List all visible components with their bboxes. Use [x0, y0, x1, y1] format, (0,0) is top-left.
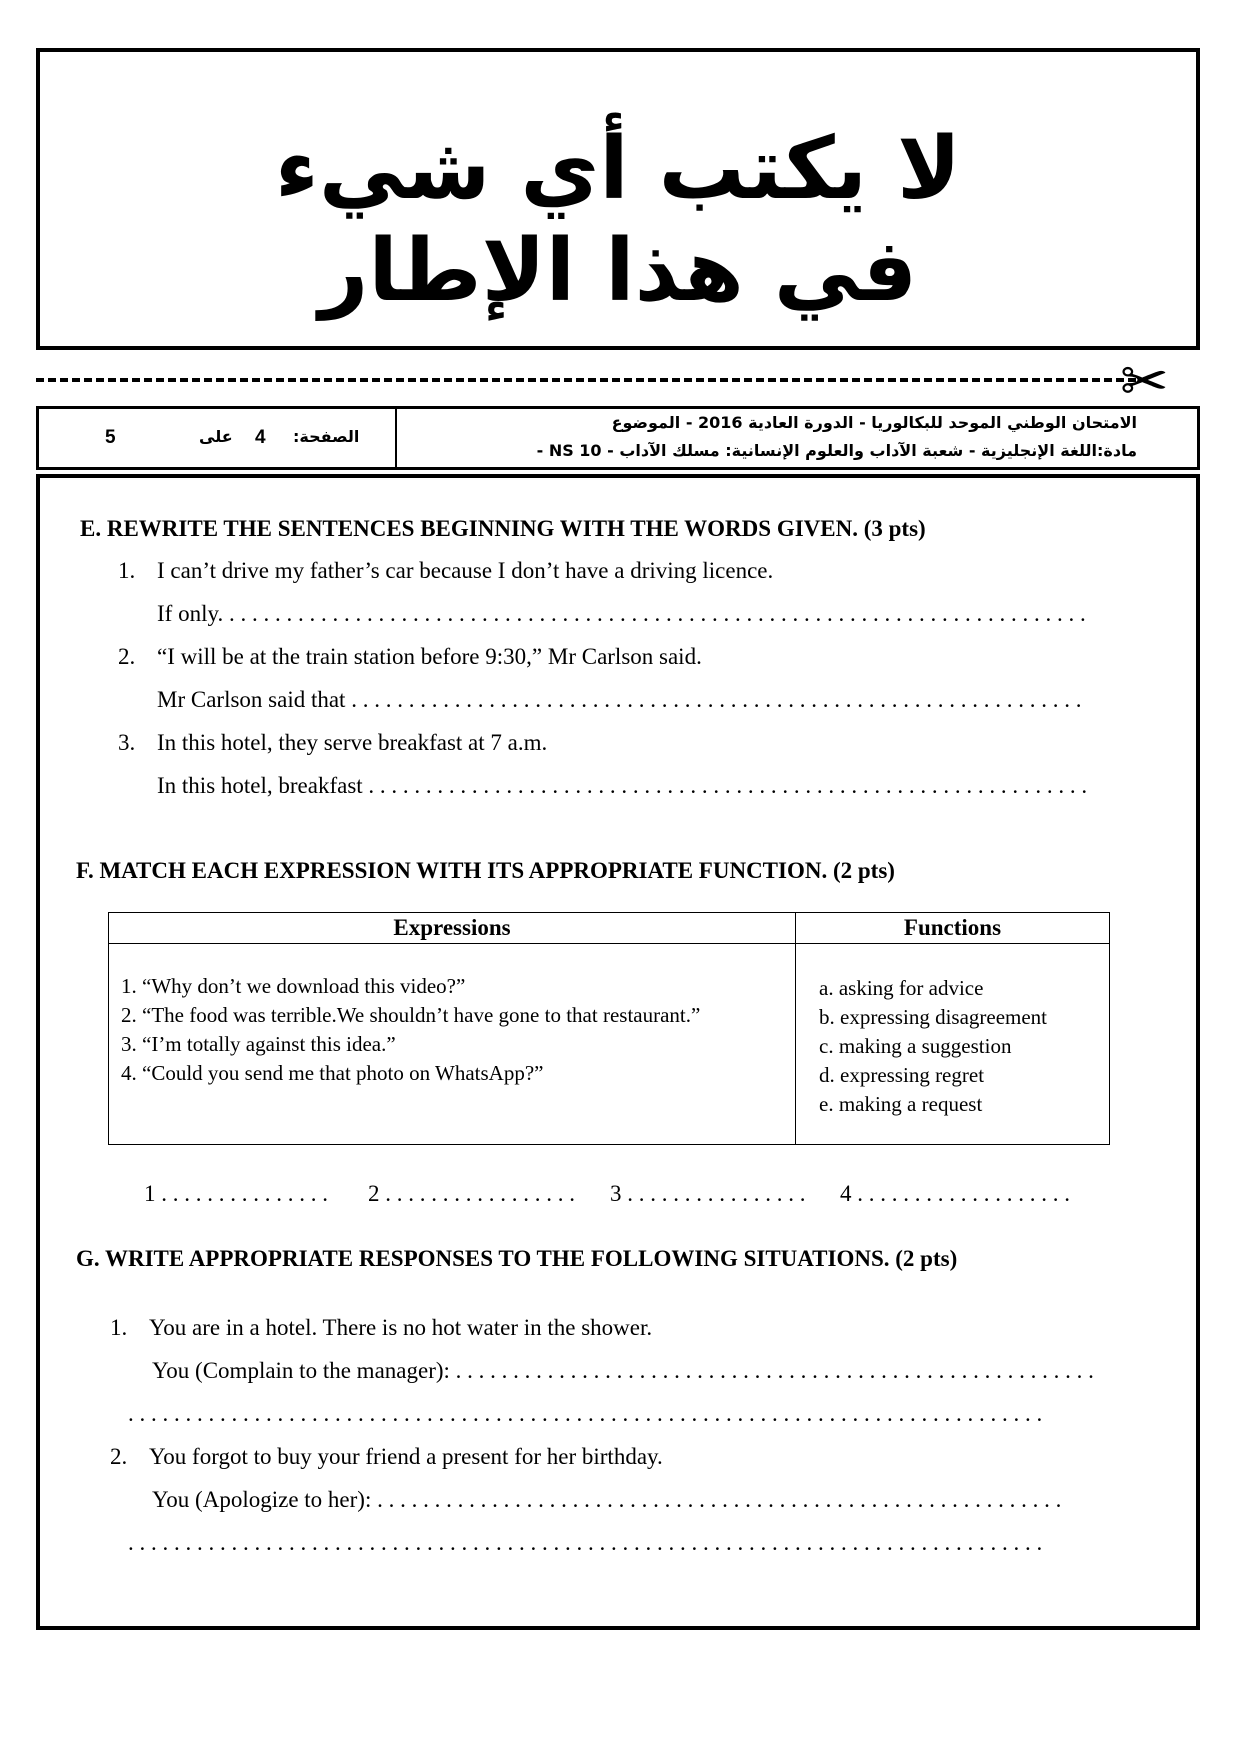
section-e-answer-line[interactable]: In this hotel, breakfast . . . . . . . . . . . . . . . . . . . . . . . . . . . . . . . . . . . . . . . . . . . . . . . . . . . . . . . . . . . . . . .: [157, 773, 1088, 798]
answer-slot-3[interactable]: 3 . . . . . . . . . . . . . . . .: [610, 1181, 806, 1206]
section-e-item-number: 1.: [118, 558, 136, 583]
section-g-title: G. WRITE APPROPRIATE RESPONSES TO THE FOLLOWING SITUATIONS. (2 pts): [76, 1246, 958, 1271]
answer-slot-2[interactable]: 2 . . . . . . . . . . . . . . . . .: [368, 1181, 575, 1206]
section-g-item-number: 1.: [110, 1315, 128, 1340]
section-e-answer-line[interactable]: If only. . . . . . . . . . . . . . . . . . . . . . . . . . . . . . . . . . . . . . . . . . . . . . . . . . . . . . . . . . . . . . . . . . . . . . . . . . . .: [157, 601, 1086, 626]
section-g-answer-line[interactable]: You (Complain to the manager): . . . . . . . . . . . . . . . . . . . . . . . . . . . . . . . . . . . . . . . . . . . . . . . . . . . . . . . .: [152, 1358, 1094, 1383]
section-e-item-number: 2.: [118, 644, 136, 669]
section-g-answer-line[interactable]: You (Apologize to her): . . . . . . . . . . . . . . . . . . . . . . . . . . . . . . . . . . . . . . . . . . . . . . . . . . . . . . . . . . . .: [152, 1487, 1062, 1512]
functions-header: Functions: [796, 913, 1110, 944]
expression-item: 1. “Why don’t we download this video?”: [121, 974, 466, 998]
exam-header: [36, 406, 1200, 470]
expression-item: 3. “I’m totally against this idea.”: [121, 1032, 396, 1056]
expressions-header: Expressions: [109, 913, 796, 944]
answer-slot-1[interactable]: 1 . . . . . . . . . . . . . . .: [144, 1181, 328, 1206]
section-g-continuation-line[interactable]: . . . . . . . . . . . . . . . . . . . . . . . . . . . . . . . . . . . . . . . . . . . . . . . . . . . . . . . . . . . . . . . . . . . . . . . . . . . . . . . .: [128, 1530, 1043, 1555]
section-e-item-number: 3.: [118, 730, 136, 755]
functions-cell: [796, 944, 1110, 1145]
section-g-continuation-line[interactable]: . . . . . . . . . . . . . . . . . . . . . . . . . . . . . . . . . . . . . . . . . . . . . . . . . . . . . . . . . . . . . . . . . . . . . . . . . . . . . . . .: [128, 1401, 1043, 1426]
answer-slot-4[interactable]: 4 . . . . . . . . . . . . . . . . . . .: [840, 1181, 1070, 1206]
function-item: e. making a request: [819, 1092, 983, 1116]
expressions-cell: [109, 944, 796, 1145]
section-e-title: E. REWRITE THE SENTENCES BEGINNING WITH THE WORDS GIVEN. (3 pts): [80, 516, 926, 541]
section-f-title: F. MATCH EACH EXPRESSION WITH ITS APPROPRIATE FUNCTION. (2 pts): [76, 858, 895, 883]
matching-table: [108, 912, 1110, 1145]
of-label: على: [199, 427, 233, 446]
function-item: b. expressing disagreement: [819, 1005, 1048, 1029]
notice-box: [36, 48, 1200, 350]
function-item: a. asking for advice: [819, 976, 984, 1000]
section-e-sentence: “I will be at the train station before 9:30,” Mr Carlson said.: [157, 644, 702, 669]
expression-item: 4. “Could you send me that photo on WhatsApp?”: [121, 1061, 544, 1085]
section-g-situation: You forgot to buy your friend a present for her birthday.: [149, 1444, 663, 1469]
section-e-sentence: I can’t drive my father’s car because I don’t have a driving licence.: [157, 558, 774, 583]
exam-line-1: الامتحان الوطني الموحد للبكالوريا - الدورة العادية 2016 - الموضوع: [611, 413, 1137, 432]
notice-line-2: في هذا الإطار: [318, 221, 918, 321]
cut-line: [36, 378, 1136, 382]
exam-line-2: مادة:اللغة الإنجليزية - شعبة الآداب والعلوم الإنسانية: مسلك الآداب - NS 10 -: [536, 441, 1137, 460]
section-g-situation: You are in a hotel. There is no hot water in the shower.: [149, 1315, 653, 1340]
page-label: الصفحة:: [293, 427, 360, 446]
function-item: d. expressing regret: [819, 1063, 985, 1087]
section-g-item-number: 2.: [110, 1444, 128, 1469]
function-item: c. making a suggestion: [819, 1034, 1012, 1058]
scissors-icon: ✂: [1120, 347, 1169, 415]
total-pages: 5: [105, 427, 116, 448]
expression-item: 2. “The food was terrible.We shouldn’t have gone to that restaurant.”: [121, 1003, 701, 1027]
section-e-answer-line[interactable]: Mr Carlson said that . . . . . . . . . . . . . . . . . . . . . . . . . . . . . . . . . . . . . . . . . . . . . . . . . . . . . . . . . . . . . . . .: [157, 687, 1082, 712]
page-number: 4: [255, 427, 266, 448]
notice-line-1: لا يكتب أي شيء: [274, 119, 962, 219]
header-divider: [395, 409, 397, 467]
section-e-sentence: In this hotel, they serve breakfast at 7 a.m.: [157, 730, 548, 755]
